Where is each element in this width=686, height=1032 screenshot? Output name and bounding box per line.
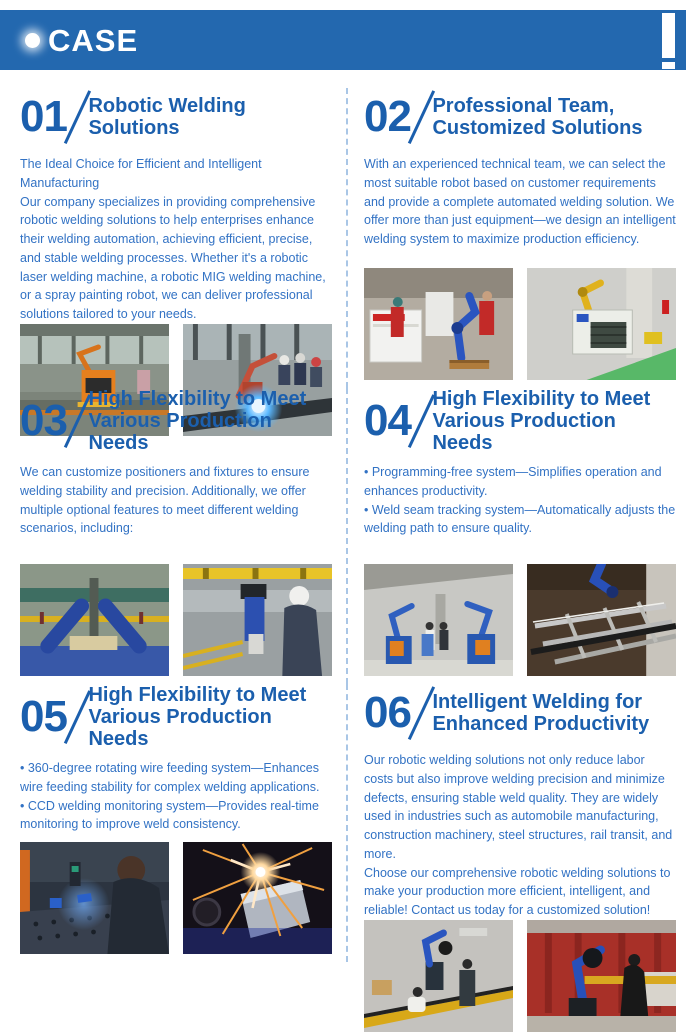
paragraph: With an experienced technical team, we can select the most suitable robot based on customer requirements and provide a complete automated welding solution. We offer more than just equipment—we design an intelligent welding system to maximize production efficiency. bbox=[364, 157, 676, 246]
paragraph: Our company specializes in providing comprehensive robotic welding solutions to help enterprises enhance their welding automation, achieving efficient, precise, and stable welding processes. Whether it's a robotic laser welding machine, a robotic MIG welding machine, or a spray painting robot, we can deliver professional solutions tailored to your needs. bbox=[20, 194, 326, 321]
bullet-item: • Weld seam tracking system—Automatically adjusts the welding path to ensure quality. bbox=[364, 502, 676, 536]
photo-two-blue-robots-warehouse bbox=[364, 564, 513, 676]
section-number: 06 bbox=[364, 688, 411, 738]
photo-robot-cell-red-curtain bbox=[527, 920, 676, 1032]
section-05 bbox=[20, 684, 346, 962]
section-06-heading bbox=[364, 684, 676, 742]
section-04-body bbox=[364, 463, 676, 538]
section-02-heading bbox=[364, 88, 676, 146]
section-02-photos bbox=[364, 268, 676, 380]
photo-blue-positioner-fixtures bbox=[20, 564, 169, 676]
section-title: Professional Team, Customized Solutions bbox=[432, 95, 643, 139]
section-02 bbox=[346, 88, 678, 388]
case-banner bbox=[0, 10, 686, 70]
section-05-photos bbox=[20, 842, 332, 954]
paragraph: Our robotic welding solutions not only reduce labor costs but also improve welding precision and minimize defects, ensuring stable weld quality. They are widely used in industries such as automobile manufacturing, construction machinery, steel structures, rail transit, and more. bbox=[364, 753, 673, 861]
section-title: High Flexibility to Meet Various Production Needs bbox=[88, 388, 307, 454]
laser-welder-illustration bbox=[364, 268, 513, 380]
section-number: 02 bbox=[364, 92, 411, 142]
section-01-body bbox=[20, 155, 332, 324]
photo-worker-helmet-blue-robot bbox=[183, 564, 332, 676]
section-03 bbox=[20, 388, 346, 684]
bullet-item: • CCD welding monitoring system—Provides real-time monitoring to improve weld consistency. bbox=[20, 798, 319, 832]
section-number: 03 bbox=[20, 396, 67, 446]
section-06-body bbox=[364, 751, 676, 920]
section-number: 05 bbox=[20, 692, 67, 742]
photo-steel-frame-jig bbox=[527, 564, 676, 676]
section-01 bbox=[20, 88, 346, 388]
section-06 bbox=[346, 684, 678, 962]
exclamation-mark-icon bbox=[662, 13, 675, 69]
bullet-item: • Programming-free system—Simplifies operation and enhances productivity. bbox=[364, 465, 662, 498]
bullet-dot-icon bbox=[25, 33, 40, 48]
positioner-illustration bbox=[20, 564, 169, 676]
section-03-photos bbox=[20, 564, 332, 676]
case-sections-grid bbox=[0, 70, 686, 962]
rail-installation-illustration bbox=[364, 920, 513, 1032]
paragraph: Choose our comprehensive robotic welding solutions to make your production more efficient, intelligent, and reliable! Contact us today for a customized solution! bbox=[364, 865, 671, 917]
photo-operator-inspecting-fixture-table bbox=[20, 842, 169, 954]
banner-title: CASE bbox=[48, 22, 139, 58]
slash-divider-icon bbox=[64, 690, 91, 744]
photo-technicians-blue-robot-laser-welder bbox=[364, 268, 513, 380]
frame-jig-illustration bbox=[527, 564, 676, 676]
section-04-heading bbox=[364, 388, 676, 454]
section-title: Intelligent Welding for Enhanced Productivity bbox=[432, 691, 650, 735]
red-curtain-illustration bbox=[527, 920, 676, 1032]
section-06-photos bbox=[364, 920, 676, 1032]
slash-divider-icon bbox=[408, 394, 435, 448]
fixture-table-illustration bbox=[20, 842, 169, 954]
paragraph: The Ideal Choice for Efficient and Intelligent Manufacturing bbox=[20, 157, 262, 190]
paragraph: We can customize positioners and fixtures to ensure welding stability and precision. Additionally, we offer multiple optional features to meet different welding scenarios, including: bbox=[20, 465, 310, 536]
section-number: 04 bbox=[364, 396, 411, 446]
section-05-heading bbox=[20, 684, 332, 750]
section-04 bbox=[346, 388, 678, 684]
slash-divider-icon bbox=[64, 394, 91, 448]
section-05-body bbox=[20, 759, 332, 834]
robot-cell-illustration bbox=[527, 268, 676, 380]
slash-divider-icon bbox=[408, 90, 435, 144]
warehouse-illustration bbox=[364, 564, 513, 676]
section-title: High Flexibility to Meet Various Production Needs bbox=[88, 684, 307, 750]
section-number: 01 bbox=[20, 92, 67, 142]
section-01-heading bbox=[20, 88, 332, 146]
section-title: Robotic Welding Solutions bbox=[88, 95, 246, 139]
sparks-illustration bbox=[183, 842, 332, 954]
section-02-body bbox=[364, 155, 676, 249]
photo-laser-welding-sparks bbox=[183, 842, 332, 954]
section-03-heading bbox=[20, 388, 332, 454]
bullet-item: • 360-degree rotating wire feeding system—Enhances wire feeding stability for complex welding applications. bbox=[20, 761, 320, 794]
worker-robot-illustration bbox=[183, 564, 332, 676]
photo-robot-on-yellow-rail bbox=[364, 920, 513, 1032]
section-title: High Flexibility to Meet Various Production Needs bbox=[432, 388, 651, 454]
section-04-photos bbox=[364, 564, 676, 676]
photo-yellow-robot-cell-green-floor bbox=[527, 268, 676, 380]
slash-divider-icon bbox=[408, 686, 435, 740]
section-03-body bbox=[20, 463, 332, 538]
slash-divider-icon bbox=[64, 90, 91, 144]
